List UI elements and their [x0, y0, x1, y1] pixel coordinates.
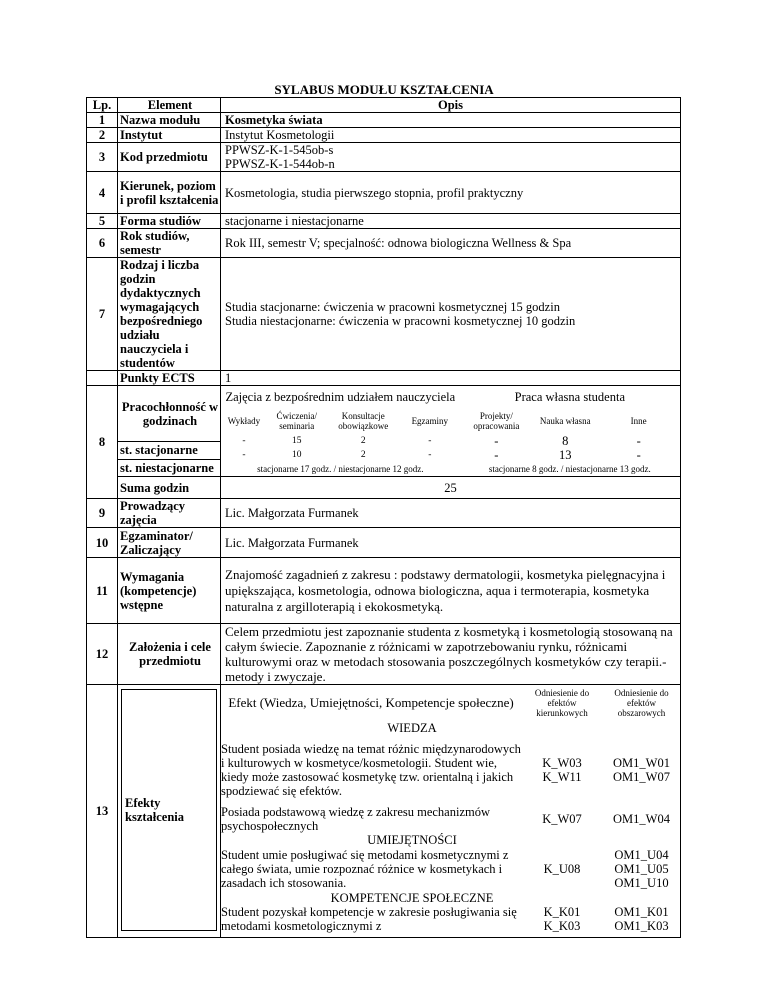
- row-element: Forma studiów: [118, 214, 221, 229]
- ref-code: OM1_K03: [614, 919, 669, 933]
- niestac-value: 2: [360, 449, 366, 460]
- table-row: [87, 371, 681, 386]
- row-lp: 3: [87, 143, 118, 172]
- workload-row-head: [87, 386, 681, 442]
- row-element: Rok studiów, semestr: [118, 229, 221, 258]
- stac-value: -: [428, 435, 432, 446]
- niestac-value: -: [636, 447, 641, 462]
- row-element: Egzaminator/ Zaliczający: [118, 528, 221, 558]
- stac-value: -: [242, 435, 246, 446]
- row-element: Instytut: [118, 128, 221, 143]
- workload-sum: 25: [221, 477, 681, 499]
- stac-value: 2: [360, 435, 366, 446]
- niestac-value: 10: [291, 449, 302, 460]
- contact-group-title: Zajęcia z bezpośrednim udziałem nauczyciela: [225, 390, 456, 404]
- ref-code: K_K01: [543, 905, 581, 919]
- row-element: Punkty ECTS: [118, 371, 221, 386]
- section-kompetencje: KOMPETENCJE SPOŁECZNE: [330, 891, 494, 905]
- table-row: [87, 113, 681, 128]
- header-lp: Lp.: [87, 98, 118, 113]
- section-umiejetnosci: UMIEJĘTNOŚCI: [367, 833, 457, 847]
- ref-code: K_K03: [543, 919, 581, 933]
- row-lp: 4: [87, 172, 118, 214]
- table-row: [87, 558, 681, 624]
- table-row: [87, 499, 681, 528]
- row-element: Kod przedmiotu: [118, 143, 221, 172]
- effect-k1-text: Student pozyskał kompetencje w zakresie posługiwania się metodami kosmetologicznymi z: [221, 905, 517, 933]
- contact-total: stacjonarne 17 godz. / niestacjonarne 12 godz.: [257, 464, 424, 474]
- ref-code: K_W03: [542, 756, 582, 770]
- effect-u1-text: Student umie posługiwać się metodami kosmetycznymi z całego świata, umie rozpoznać różnice w kosmetykach i zasadach ich stosowania.: [221, 848, 509, 890]
- row-lp: 10: [87, 528, 118, 558]
- row-stac-label: st. stacjonarne: [118, 442, 221, 460]
- row-opis: Kosmetyka świata: [221, 113, 681, 128]
- row-opis: Znajomość zagadnień z zakresu : podstawy dermatologii, kosmetyka pielęgnacyjna i upiększająca, kosmetologia, odnowa biologiczna, aqua i termoterapia, kosmetyka naturalna z argilloterapią i ekokosmetyką.: [221, 558, 681, 624]
- effect-w1-obsz: [603, 735, 680, 805]
- col-inne: Inne: [630, 416, 647, 426]
- row-element: Kierunek, poziom i profil kształcenia: [118, 172, 221, 214]
- header-row: [87, 98, 681, 113]
- row-lp: 5: [87, 214, 118, 229]
- row-opis: Lic. Małgorzata Furmanek: [221, 528, 681, 558]
- row-lp: 7: [87, 258, 118, 371]
- syllabus-table: [86, 97, 681, 938]
- table-row: [87, 528, 681, 558]
- ref-code: OM1_W01: [613, 756, 670, 770]
- effect-w2-obsz: OM1_W04: [613, 812, 670, 826]
- ref-code: OM1_U05: [614, 862, 669, 876]
- ref-code: OM1_W07: [613, 770, 670, 784]
- table-row: [87, 128, 681, 143]
- row-suma-label: Suma godzin: [118, 477, 221, 499]
- row-lp: 1: [87, 113, 118, 128]
- code-line: PPWSZ-K-1-544ob-n: [225, 157, 335, 171]
- table-row: [87, 143, 681, 172]
- table-row: [87, 214, 681, 229]
- col-projekty: Projekty/ opracowania: [473, 411, 520, 431]
- workload-grid: [221, 386, 681, 477]
- header-element: Element: [118, 98, 221, 113]
- col-nauka: Nauka własna: [539, 416, 591, 426]
- stac-value: -: [636, 433, 641, 448]
- effects-row: [87, 685, 681, 938]
- hours-line: Studia niestacjonarne: ćwiczenia w pracowni kosmetycznej 10 godzin: [225, 314, 576, 328]
- row-opis: Celem przedmiotu jest zapoznanie studenta z kosmetyką i kosmetologią stosowaną na całym świecie. Zapoznanie z różnicami w zapotrzebowaniu rynku, różnicami kulturowymi oraz w metodach stosowania poszczególnych kosmetyków czy terapii.- metody i zwyczaje.: [221, 624, 681, 685]
- row-lp: 9: [87, 499, 118, 528]
- self-group-title: Praca własna studenta: [514, 390, 626, 404]
- row-opis: 1: [221, 371, 681, 386]
- code-line: PPWSZ-K-1-545ob-s: [225, 143, 334, 157]
- stac-value: -: [494, 433, 499, 448]
- stac-value: 8: [562, 433, 569, 448]
- niestac-value: -: [242, 449, 246, 460]
- col-obsz-header: Odniesienie do efektów obszarowych: [614, 688, 669, 718]
- col-cwiczenia: Ćwiczenia/ seminaria: [276, 411, 317, 431]
- effects-grid: [221, 685, 681, 938]
- row-niestac-label: st. niestacjonarne: [118, 459, 221, 477]
- row-element: Prowadzący zajęcia: [118, 499, 221, 528]
- row-opis: stacjonarne i niestacjonarne: [221, 214, 681, 229]
- table-row: [87, 624, 681, 685]
- niestac-value: -: [494, 447, 499, 462]
- row-element: Założenia i cele przedmiotu: [118, 624, 221, 685]
- effects-element: Efekty kształcenia: [121, 689, 217, 931]
- col-wyklady: Wykłady: [227, 416, 261, 426]
- section-wiedza: WIEDZA: [387, 721, 437, 735]
- effect-u1-kier: K_U08: [543, 862, 581, 876]
- row-opis: [221, 143, 681, 172]
- table-row: [87, 258, 681, 371]
- stac-value: 15: [291, 435, 302, 446]
- row-element: Rodzaj i liczba godzin dydaktycznych wymagających bezpośredniego udziału nauczyciela i studentów: [118, 258, 221, 371]
- row-opis: Kosmetologia, studia pierwszego stopnia, profil praktyczny: [221, 172, 681, 214]
- effect-k1-obsz: [603, 905, 680, 933]
- hours-line: Studia stacjonarne: ćwiczenia w pracowni kosmetycznej 15 godzin: [225, 300, 560, 314]
- ref-code: OM1_U04: [614, 848, 669, 862]
- header-opis: Opis: [221, 98, 681, 113]
- ref-code: OM1_K01: [614, 905, 669, 919]
- row-lp: 13: [87, 685, 118, 938]
- row-opis: Lic. Małgorzata Furmanek: [221, 499, 681, 528]
- self-total: stacjonarne 8 godz. / niestacjonarne 13 godz.: [488, 464, 651, 474]
- row-element: Wymagania (kompetencje) wstępne: [118, 558, 221, 624]
- row-opis: Rok III, semestr V; specjalność: odnowa biologiczna Wellness & Spa: [221, 229, 681, 258]
- niestac-value: 13: [558, 447, 572, 462]
- ref-code: K_W11: [542, 770, 582, 784]
- table-row: [87, 229, 681, 258]
- niestac-value: -: [428, 449, 432, 460]
- workload-label: Pracochłonność w godzinach: [118, 386, 221, 442]
- row-opis: [221, 258, 681, 371]
- row-lp: 6: [87, 229, 118, 258]
- effect-w2-text: Posiada podstawową wiedzę z zakresu mechanizmów psychospołecznych: [221, 805, 491, 833]
- row-lp: 11: [87, 558, 118, 624]
- col-konsultacje: Konsultacje obowiązkowe: [338, 411, 389, 431]
- row-lp: 8: [87, 386, 118, 499]
- page-title: SYLABUS MODUŁU KSZTAŁCENIA: [274, 82, 494, 97]
- table-row: [87, 172, 681, 214]
- row-lp: 12: [87, 624, 118, 685]
- effect-k1-kier: [521, 905, 603, 933]
- col-effect-header: Efekt (Wiedza, Umiejętności, Kompetencje społeczne): [228, 695, 514, 710]
- effect-w2-kier: K_W07: [542, 812, 582, 826]
- row-lp: [87, 371, 118, 386]
- effect-u1-obsz: [603, 847, 680, 891]
- workload-row-sum: [87, 477, 681, 499]
- row-lp: 2: [87, 128, 118, 143]
- col-egzaminy: Egzaminy: [411, 416, 449, 426]
- effect-w1-kier: [521, 735, 603, 805]
- ref-code: OM1_U10: [614, 876, 669, 890]
- effects-element-cell: [118, 685, 221, 938]
- row-element: Nazwa modułu: [118, 113, 221, 128]
- row-opis: Instytut Kosmetologii: [221, 128, 681, 143]
- col-kier-header: Odniesienie do efektów kierunkowych: [534, 688, 590, 718]
- effect-w1-text: Student posiada wiedzę na temat różnic międzynarodowych i kulturowych w kosmetyce/kosmetologii. Student wie, kiedy może zastosować kosmetykę tzw. orientalną i jakich spodziewać się efektów.: [221, 742, 521, 798]
